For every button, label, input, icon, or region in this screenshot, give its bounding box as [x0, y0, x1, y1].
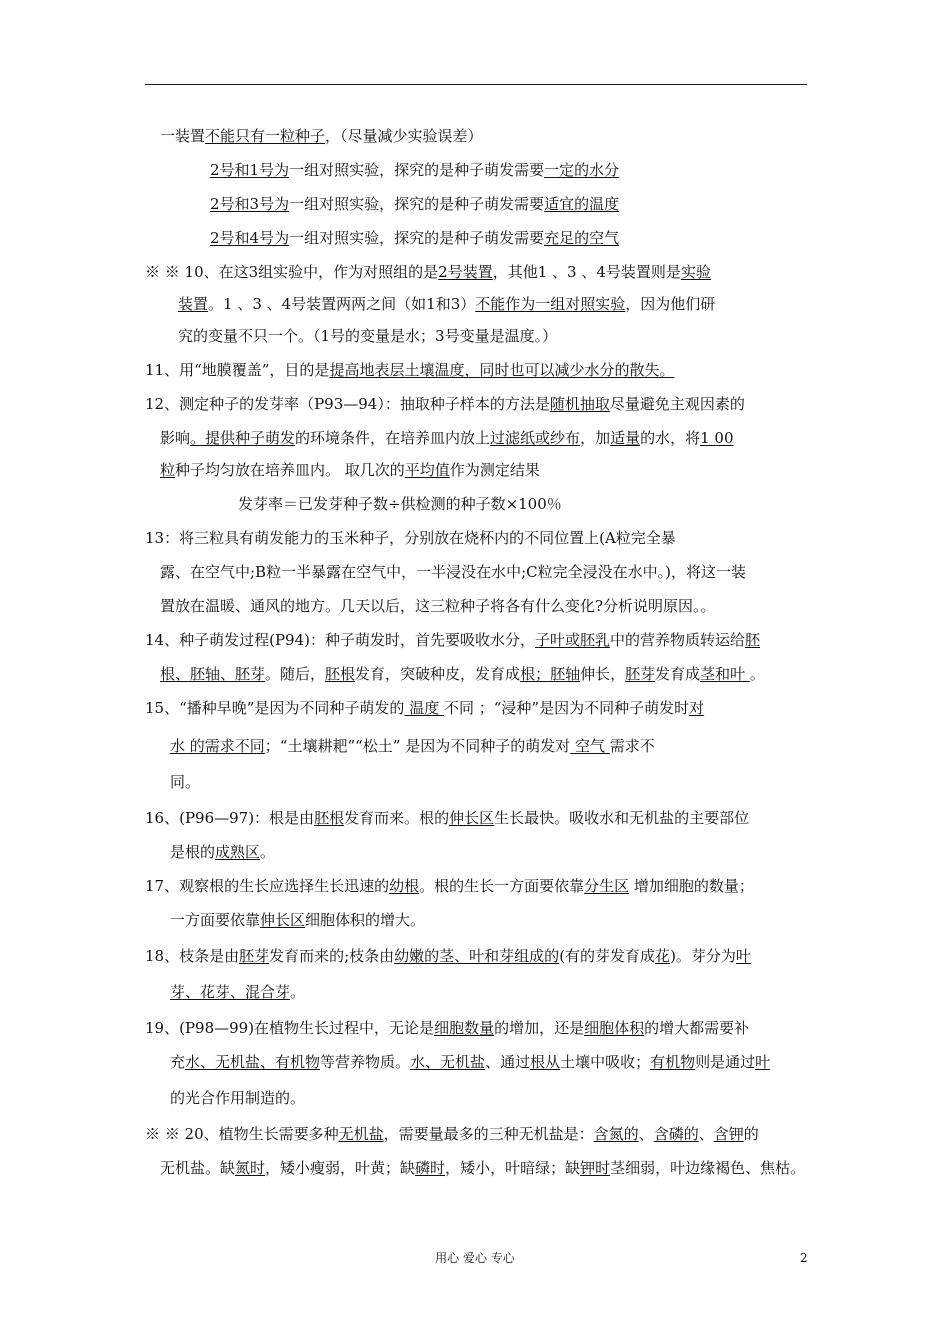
underlined-answer: 2号和4号为 [210, 229, 290, 247]
underlined-answer: 过滤纸或纱布 [490, 429, 581, 447]
text-line: 无机盐。缺氮时，矮小瘦弱，叶黄；缺磷时，矮小，叶暗绿；缺钾时茎细弱，叶边缘褐色、焦枯。 [160, 1159, 806, 1177]
text-line: 13：将三粒具有萌发能力的玉米种子，分别放在烧杯内的不同位置上(A粒完全暴 [145, 529, 676, 547]
underlined-answer: 对 [689, 699, 705, 717]
underlined-answer: 水、无机盐、有机物 [185, 1053, 321, 1071]
underlined-answer: 叶 [735, 947, 751, 965]
underlined-answer: 分生区 [584, 877, 630, 895]
text-line: 一装置不能只有一粒种子，（尽量减少实验误差） [160, 127, 483, 145]
underlined-answer: 2号和3号为 [210, 195, 290, 213]
text-line: 12、测定种子的发芽率（P93—94）：抽取种子样本的方法是随机抽取尽量避免主观因素的 [145, 395, 745, 413]
underlined-answer: 叶 [755, 1053, 771, 1071]
underlined-answer: 有机物 [650, 1053, 696, 1071]
text-line: 充水、无机盐、有机物等营养物质。水、无机盐、通过根从土壤中吸收；有机物则是通过叶 [170, 1053, 771, 1071]
text-line: ※ ※ 20、植物生长需要多种无机盐，需要量最多的三种无机盐是：含氮的、含磷的、含钾的 [145, 1125, 759, 1143]
underlined-answer: 适宜的温度 [544, 195, 620, 213]
text-line: 根、胚轴、胚芽。随后，胚根发育，突破种皮，发育成根；胚轴伸长，胚芽发育成茎和叶 。 [160, 665, 765, 683]
underlined-answer: 2号装置 [438, 263, 493, 281]
underlined-answer: 装置 [178, 295, 209, 313]
text-line: 装置。1 、3 、4号装置两两之间（如1和3）不能作为一组对照实验，因为他们研 [178, 295, 716, 313]
underlined-answer: 2号和1号为 [210, 161, 290, 179]
underlined-answer: 细胞体积 [584, 1019, 645, 1037]
text-line: 2号和4号为一组对照实验，探究的是种子萌发需要充足的空气 [210, 229, 620, 247]
text-line: 15、“播种早晚”是因为不同种子萌发的 温度 不同 ；“浸种”是因为不同种子萌发时对 [145, 699, 705, 717]
text-line: 11、用“地膜覆盖”，目的是提高地表层土壤温度，同时也可以减少水分的散失。 [145, 361, 675, 379]
underlined-answer: 1 00 [700, 429, 734, 447]
underlined-answer: 伸长区 [260, 911, 306, 929]
underlined-answer: 平均值 [404, 461, 450, 479]
underlined-answer: 含钾 [713, 1125, 744, 1143]
underlined-answer: 幼嫩的茎、叶和芽组成的 [394, 947, 560, 965]
text-line: 19、(P98—99)在植物生长过程中，无论是细胞数量的增加，还是细胞体积的增大都需要补 [145, 1019, 750, 1037]
underlined-answer: 胚 [745, 631, 761, 649]
underlined-answer: 钾时 [580, 1159, 611, 1177]
page-number: 2 [800, 1251, 808, 1265]
underlined-answer: 胚芽 [239, 947, 270, 965]
underlined-answer: 芽、花芽、混合芽 [170, 983, 291, 1001]
underlined-answer: 胚芽 [625, 665, 656, 683]
underlined-answer: 不能作为一组对照实验 [475, 295, 626, 313]
underlined-answer: 温度 [404, 699, 444, 717]
underlined-answer: 实验 [680, 263, 711, 281]
underlined-answer: 含氮的 [593, 1125, 639, 1143]
text-line: 水 的需求不同；“土壤耕耙”“松土” 是因为不同种子的萌发对 空气 需求不 [170, 737, 655, 755]
underlined-answer: 胚根 [325, 665, 356, 683]
underlined-answer: 。提供种子萌发 [190, 429, 296, 447]
underlined-answer: 随机抽取 [549, 395, 610, 413]
underlined-answer: 根从 [530, 1053, 561, 1071]
underlined-answer: 茎和叶 [700, 665, 750, 683]
underlined-answer: 子叶或胚乳 [534, 631, 610, 649]
underlined-answer: 充足的空气 [544, 229, 620, 247]
text-line: 的光合作用制造的。 [170, 1089, 306, 1107]
underlined-answer: 一定的水分 [544, 161, 620, 179]
underlined-answer: 胚根 [314, 809, 345, 827]
text-line: 芽、花芽、混合芽。 [170, 983, 306, 1001]
underlined-answer: 粒 [160, 461, 176, 479]
underlined-answer: 幼根 [389, 877, 420, 895]
text-line: 16、(P96—97)：根是由胚根发育而来。根的伸长区生长最快。吸收水和无机盐的主要部位 [145, 809, 750, 827]
text-line: 发芽率＝已发芽种子数÷供检测的种子数×100％ [238, 495, 562, 513]
header-rule [145, 84, 807, 85]
underlined-answer: 根、胚轴、胚芽 [160, 665, 266, 683]
underlined-answer: 细胞数量 [434, 1019, 495, 1037]
text-line: 影响。提供种子萌发的环境条件，在培养皿内放上过滤纸或纱布，加适量的水，将1 00 [160, 429, 734, 447]
text-line: 一方面要依靠伸长区细胞体积的增大。 [170, 911, 426, 929]
text-line: 18、枝条是由胚芽发育而来的;枝条由幼嫩的茎、叶和芽组成的(有的芽发育成花)。芽分为叶 [145, 947, 751, 965]
text-line: 2号和3号为一组对照实验，探究的是种子萌发需要适宜的温度 [210, 195, 620, 213]
text-line: 同。 [170, 773, 201, 791]
text-line: 14、种子萌发过程(P94)：种子萌发时，首先要吸收水分，子叶或胚乳中的营养物质转运给胚 [145, 631, 761, 649]
text-line: 究的变量不只一个。（1号的变量是水；3号变量是温度。） [178, 327, 558, 345]
underlined-answer: 空气 [570, 737, 610, 755]
text-line: 2号和1号为一组对照实验，探究的是种子萌发需要一定的水分 [210, 161, 620, 179]
underlined-answer: 根；胚轴 [520, 665, 581, 683]
underlined-answer: 花 [655, 947, 671, 965]
text-line: 露、在空气中;B粒一半暴露在空气中，一半浸没在水中;C粒完全浸没在水中。)，将这一装 [160, 563, 746, 581]
page-footer: 用心 爱心 专心 [435, 1251, 515, 1265]
underlined-answer: 不能只有一粒种子 [205, 127, 326, 145]
underlined-answer: 提高地表层土壤温度，同时也可以减少水分的散失。 [329, 361, 675, 379]
text-line: 粒种子均匀放在培养皿内。 取几次的平均值作为测定结果 [160, 461, 540, 479]
underlined-answer: 含磷的 [653, 1125, 699, 1143]
underlined-answer: 伸长区 [449, 809, 495, 827]
text-line: ※ ※ 10、在这3组实验中，作为对照组的是2号装置，其他1 、3 、4号装置则是实验 [145, 263, 711, 281]
underlined-answer: 水、无机盐 [410, 1053, 486, 1071]
text-line: 置放在温暖、通风的地方。几天以后，这三粒种子将各有什么变化?分析说明原因。。 [160, 597, 716, 615]
text-line: 是根的成熟区。 [170, 843, 276, 861]
underlined-answer: 氮时 [235, 1159, 266, 1177]
underlined-answer: 适量 [610, 429, 641, 447]
underlined-answer: 成熟区 [215, 843, 261, 861]
underlined-answer: 磷时 [415, 1159, 446, 1177]
text-line: 17、观察根的生长应选择生长迅速的幼根。根的生长一方面要依靠分生区 增加细胞的数量； [145, 877, 754, 895]
underlined-answer: 水 的需求不同 [170, 737, 265, 755]
underlined-answer: 无机盐 [338, 1125, 384, 1143]
